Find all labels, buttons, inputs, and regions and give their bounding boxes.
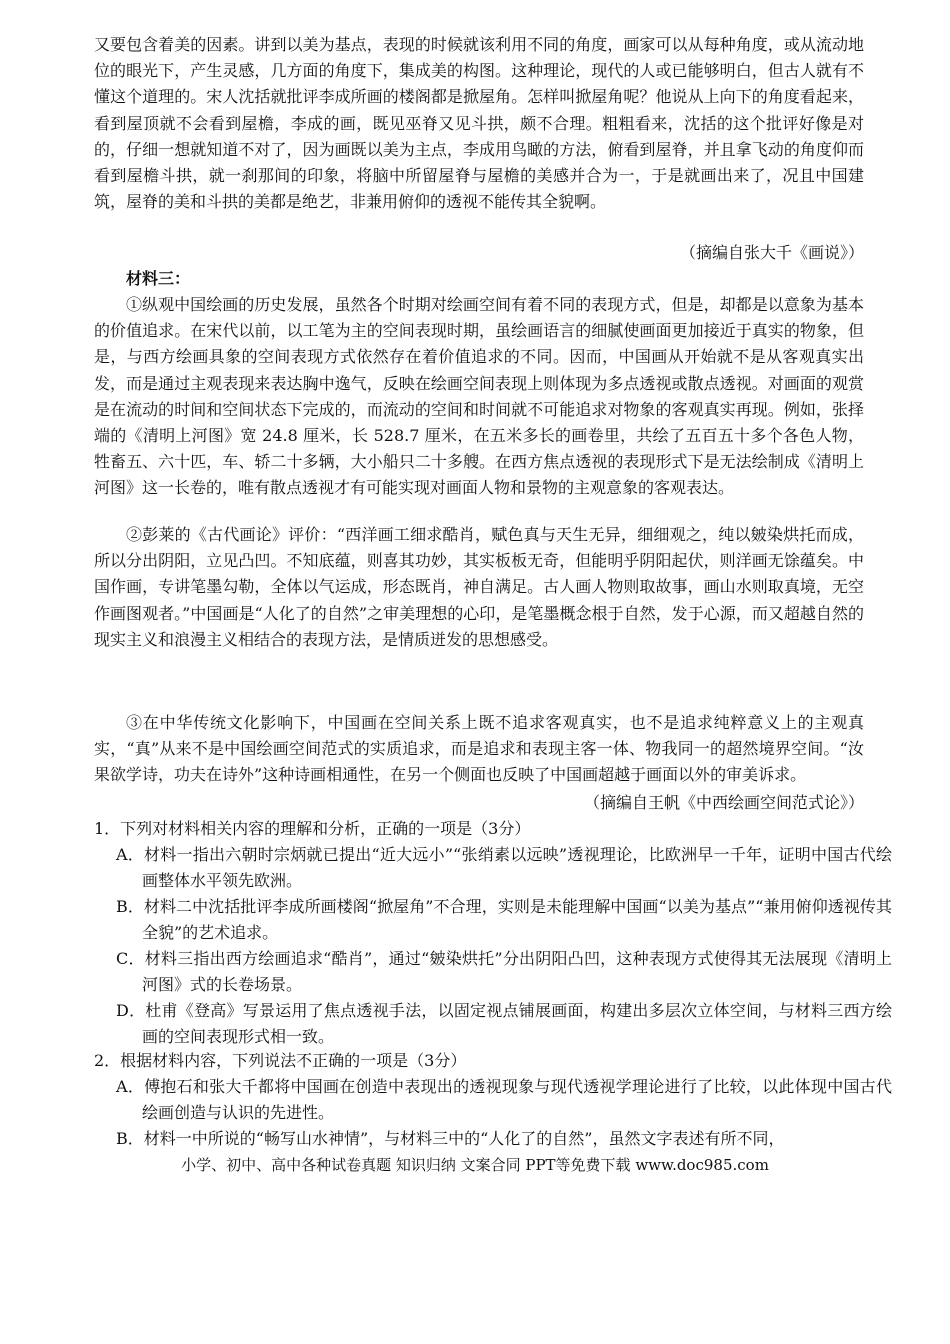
question-1-option-c: C．材料三指出西方绘画追求“酷肖”，通过“皴染烘托”分出阴阳凸凹，这种表现方式使得其无法展现《清明上河图》式的长卷场景。 [116,949,892,995]
question-1-option-d: D．杜甫《登高》写景运用了焦点透视手法，以固定视点铺展画面，构建出多层次立体空间，与材料三西方绘画的空间表现形式相一致。 [116,1001,892,1047]
question-2-option-b: B．材料一中所说的“畅写山水神情”，与材料三中的“人化了的自然”，虽然文字表述有所不同， [116,1129,785,1148]
source-citation-zhang-daqian: （摘编自张大千《画说》） [679,243,864,262]
material-three-heading: 材料三： [126,269,191,288]
source-citation-wang-fan: （摘编自王帆《中西绘画空间范式论》） [583,793,864,812]
question-1-option-a: A．材料一指出六朝时宗炳就已提出“近大远小”“张绡素以远映”透视理论，比欧洲早一千年，证明中国古代绘画整体水平领先欧洲。 [116,845,892,891]
material-two-paragraph: 又要包含着美的因素。讲到以美为基点，表现的时候就该利用不同的角度，画家可以从每种角度，或从流动地位的眼光下，产生灵感，几方面的角度下，集成美的构图。这种理论，现代的人或已能够明白，但古人就有不懂这个道理的。宋人沈括就批评李成所画的楼阁都是掀屋角。怎样叫掀屋角呢？他说从上向下的角度看起来，看到屋顶就不会看到屋檐，李成的画，既见巫脊又见斗拱，颇不合理。粗粗看来，沈括的这个批评好像是对的，仔细一想就知道不对了，因为画既以美为主点，李成用鸟瞰的方法，俯看到屋脊，并且拿飞动的角度仰而看到屋檐斗拱，就一刹那间的印象，将脑中所留屋脊与屋檐的美感并合为一，于是就画出来了，况且中国建筑，屋脊的美和斗拱的美都是绝艺，非兼用俯仰的透视不能传其全貌啊。 [94,35,864,212]
question-2: 2．根据材料内容，下列说法不正确的一项是（3分） [94,1051,467,1070]
question-2-option-a: A．傅抱石和张大千都将中国画在创造中表现出的透视现象与现代透视学理论进行了比较，以此体现中国古代绘画创造与认识的先进性。 [116,1077,892,1123]
question-1-option-b: B．材料二中沈括批评李成所画楼阁“掀屋角”不合理，实则是未能理解中国画“以美为基点”“兼用俯仰透视传其全貌”的艺术追求。 [116,897,892,943]
material-three-paragraph-2: ②彭莱的《古代画论》评价：“西洋画工细求酷肖，赋色真与天生无异，细细观之，纯以皴染烘托而成，所以分出阴阳，立见凸凹。不知底蕴，则喜其功妙，其实板板无奇，但能明乎阴阳起伏，则洋画无馀蕴矣。中国作画，专讲笔墨勾勒，全体以气运成，形态既肖，神自满足。古人画人物则取故事，画山水则取真境，无空作画图观者。”中国画是“人化了的自然”之审美理想的心印，是笔墨概念根于自然，发于心源，而又超越自然的现实主义和浪漫主义相结合的表现方法，是情质迸发的思想感受。 [94,525,864,649]
question-1: 1．下列对材料相关内容的理解和分析，正确的一项是（3分） [94,819,531,838]
material-three-paragraph-3: ③在中华传统文化影响下，中国画在空间关系上既不追求客观真实，也不是追求纯粹意义上的主观真实，“真”从来不是中国绘画空间范式的实质追求，而是追求和表现主客一体、物我同一的超然境界空间。“汝果欲学诗，功夫在诗外”这种诗画相通性，在另一个侧面也反映了中国画超越于画面以外的审美诉求。 [94,713,864,785]
page-footer: 小学、初中、高中各种试卷真题 知识归纳 文案合同 PPT等免费下载 www.doc985.com [181,1156,769,1174]
material-three-paragraph-1: ①纵观中国绘画的历史发展，虽然各个时期对绘画空间有着不同的表现方式，但是，却都是以意象为基本的价值追求。在宋代以前，以工笔为主的空间表现时期，虽绘画语言的细腻使画面更加接近于真实的物象，但是，与西方绘画具象的空间表现方式依然存在着价值追求的不同。因而，中国画从开始就不是从客观真实出发，而是通过主观表现来表达胸中逸气，反映在绘画空间表现上则体现为多点透视或散点透视。对画面的观赏是在流动的时间和空间状态下完成的，而流动的空间和时间就不可能追求对物象的客观真实再现。例如，张择端的《清明上河图》宽 24.8 厘米，长 528.7 厘米，在五米多长的画卷里，共绘了五百五十多个各色人物，牲畜五、六十匹，车、轿二十多辆，大小船只二十多艘。在西方焦点透视的表现形式下是无法绘制成《清明上河图》这一长卷的，唯有散点透视才有可能实现对画面人物和景物的主观意象的客观表达。 [94,295,864,498]
